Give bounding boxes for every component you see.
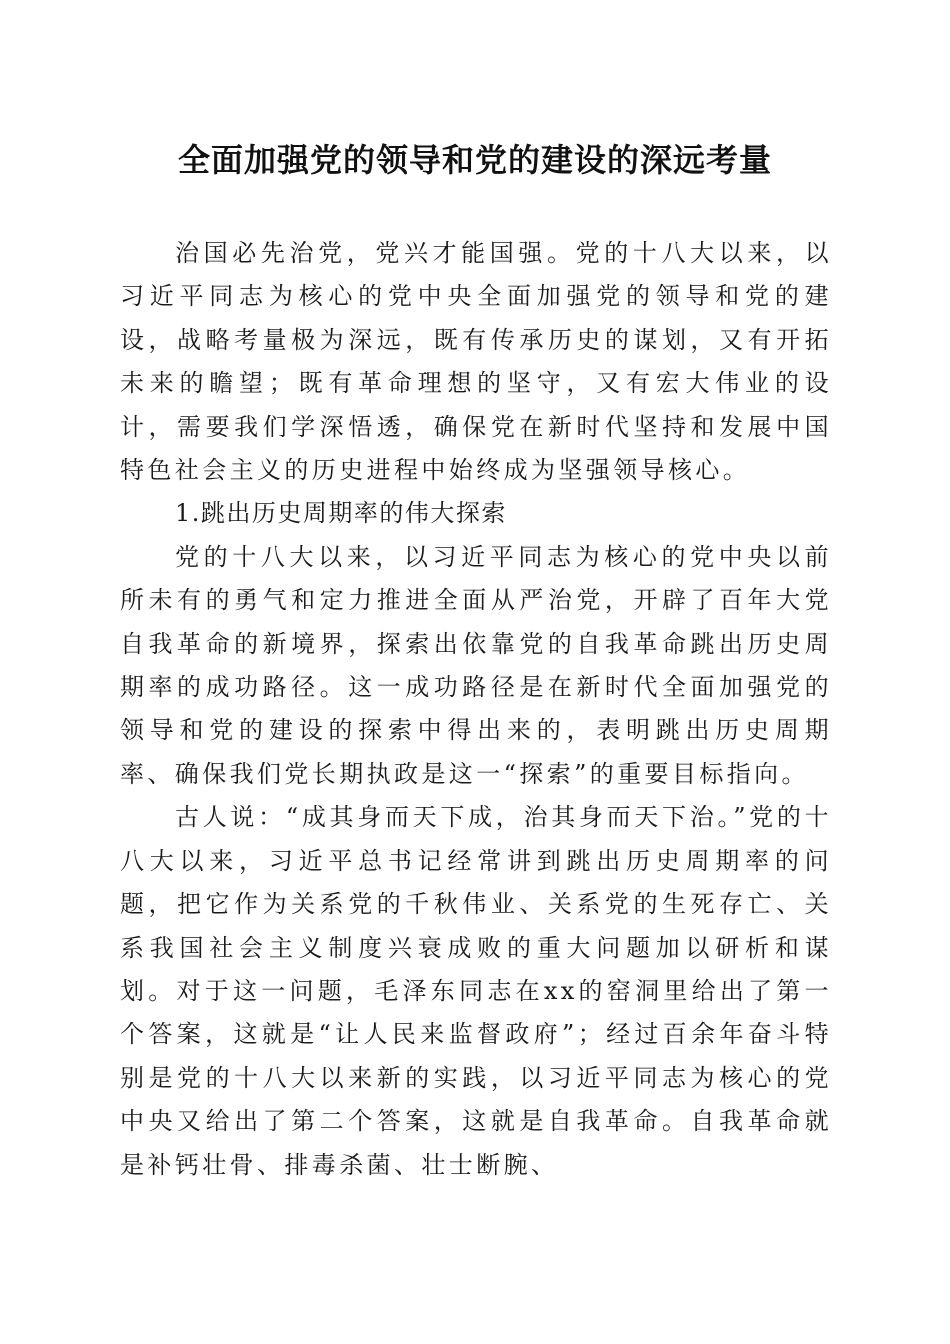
- section-heading: 1.跳出历史周期率的伟大探索: [175, 499, 507, 528]
- document-body: [120, 232, 832, 1187]
- intro-paragraph: 治国必先治党，党兴才能国强。党的十八大以来，以习近平同志为核心的党中央全面加强党的领导和党的建设，战略考量极为深远，既有传承历史的谋划，又有开拓未来的瞻望；既有革命理想的坚守，又有宏大伟业的设计，需要我们学深悟透，确保党在新时代坚持和发展中国特色社会主义的历史进程中始终成为坚强领导核心。: [120, 239, 832, 485]
- document-title: 全面加强党的领导和党的建设的深远考量: [177, 141, 772, 179]
- section-paragraph: 古人说：“成其身而天下成，治其身而天下治。”党的十八大以来，习近平总书记经常讲到跳出历史周期率的问题，把它作为关系党的千秋伟业、关系党的生死存亡、关系我国社会主义制度兴衰成败的重大问题加以研析和谋划。对于这一问题，毛泽东同志在xx的窑洞里给出了第一个答案，这就是“让人民来监督政府”；经过百余年奋斗特别是党的十八大以来新的实践，以习近平同志为核心的党中央又给出了第二个答案，这就是自我革命。自我革命就是补钙壮骨、排毒杀菌、壮士断腕、: [120, 803, 832, 1179]
- section-paragraph: 党的十八大以来，以习近平同志为核心的党中央以前所未有的勇气和定力推进全面从严治党，开辟了百年大党自我革命的新境界，探索出依靠党的自我革命跳出历史周期率的成功路径。这一成功路径是在新时代全面加强党的领导和党的建设的探索中得出来的，表明跳出历史周期率、确保我们党长期执政是这一“探索”的重要目标指向。: [120, 542, 832, 788]
